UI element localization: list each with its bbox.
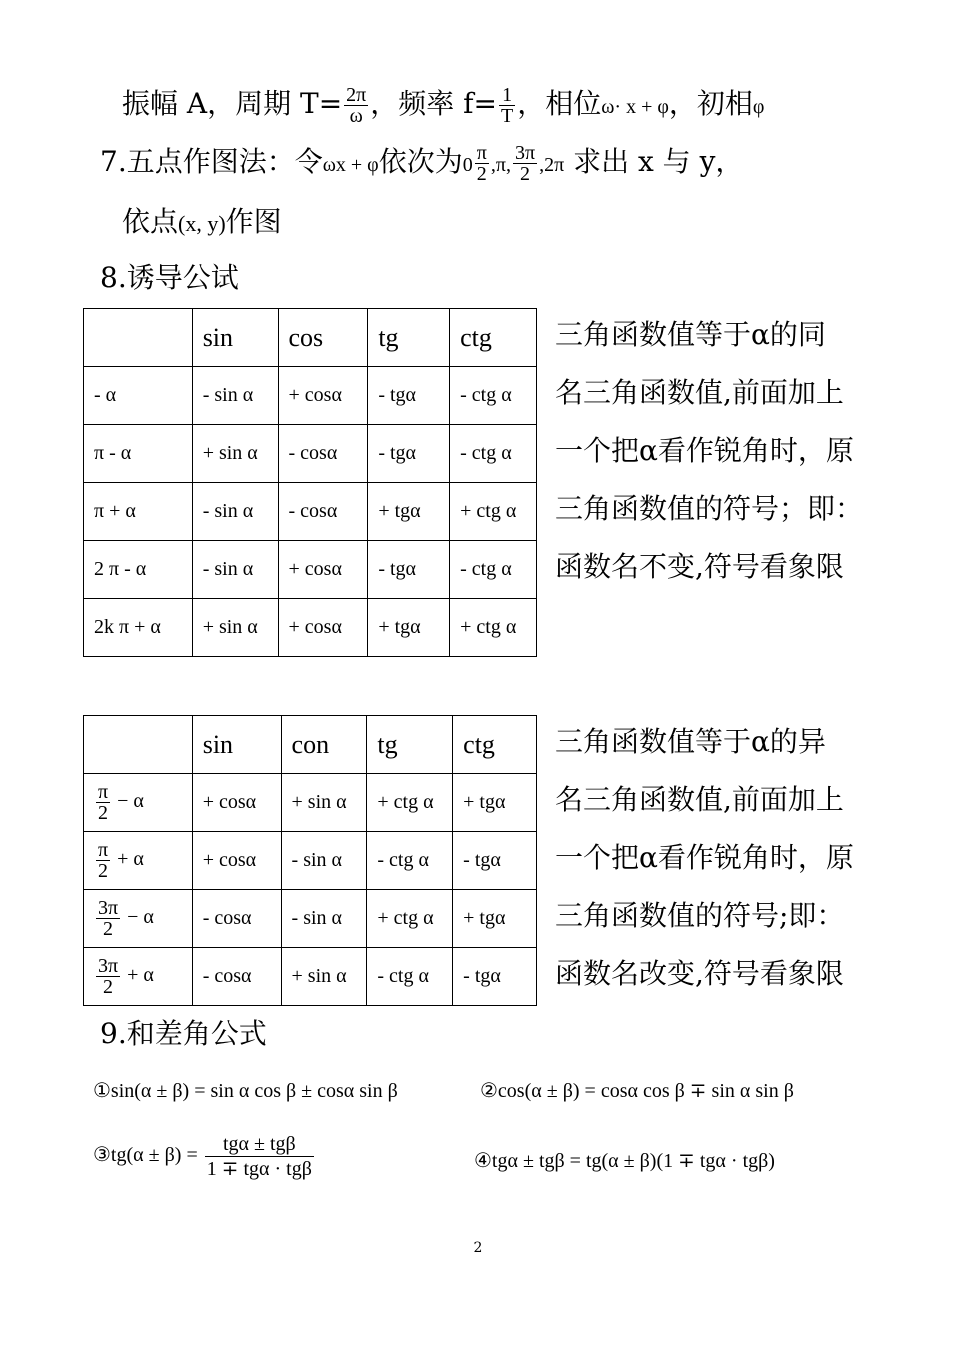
five-text-a: 7.五点作图法：令 bbox=[100, 145, 323, 178]
period-fraction: $\frac{2\pi}{\omega}$ bbox=[346, 84, 367, 127]
phase-expr: ω· x + φ bbox=[601, 96, 669, 118]
frequency-fraction: $\frac{1}{T}$ bbox=[501, 84, 514, 127]
table-cell: - ctg α bbox=[367, 948, 453, 1006]
five-end: ,2π bbox=[539, 154, 565, 176]
header-cell: con bbox=[281, 716, 367, 774]
note-line: 名三角函数值,前面加上 bbox=[555, 376, 844, 409]
table-cell: + ctg α bbox=[367, 890, 453, 948]
header-cell bbox=[84, 716, 193, 774]
amp-text-b: ，频率 f= bbox=[370, 87, 498, 120]
table-cell: - cosα bbox=[278, 483, 368, 541]
section-8-heading: 8.诱导公试 bbox=[100, 261, 239, 294]
header-cell: ctg bbox=[453, 716, 537, 774]
table-row bbox=[84, 483, 537, 541]
table-row bbox=[84, 367, 537, 425]
five-text-b: 依次为 bbox=[378, 145, 463, 178]
table-2-note bbox=[555, 713, 854, 1003]
table-cell: + ctg α bbox=[450, 483, 537, 541]
formula-tg-product: ④tgα ± tgβ = tg(α ± β)(1 ∓ tgα · tgβ) bbox=[474, 1150, 775, 1172]
table-cell: + tgα bbox=[453, 774, 537, 832]
header-cell: sin bbox=[192, 716, 281, 774]
five-point-line bbox=[100, 142, 743, 185]
table-cell: + ctg α bbox=[450, 599, 537, 657]
note-line: 函数名不变,符号看象限 bbox=[555, 550, 844, 583]
plot-text-b: 作图 bbox=[225, 205, 282, 238]
note-line: 名三角函数值,前面加上 bbox=[555, 783, 844, 816]
table-cell: - cosα bbox=[192, 890, 281, 948]
table-cell: - sin α bbox=[281, 832, 367, 890]
table-cell: - tgα bbox=[368, 541, 450, 599]
note-line: 三角函数值的符号;即： bbox=[555, 899, 845, 932]
header-cell: ctg bbox=[450, 309, 537, 367]
header-cell bbox=[84, 309, 193, 367]
plot-line bbox=[122, 202, 282, 244]
table-row bbox=[84, 832, 537, 890]
note-line: 函数名改变,符号看象限 bbox=[555, 957, 844, 990]
pi-half-fraction: $\frac{\pi}{2}$ bbox=[476, 142, 487, 185]
row-label: $\frac{3\pi}{2}$ − α bbox=[84, 890, 193, 948]
note-line: 三角函数值的符号；即： bbox=[555, 492, 864, 525]
note-line: 三角函数值等于α的异 bbox=[555, 725, 826, 758]
note-line: 一个把α看作锐角时，原 bbox=[555, 841, 854, 874]
plot-point: (x, y) bbox=[178, 211, 226, 236]
table-cell: - cosα bbox=[192, 948, 281, 1006]
table-cell: + cosα bbox=[192, 832, 281, 890]
table-row bbox=[84, 599, 537, 657]
note-line: 三角函数值等于α的同 bbox=[555, 318, 826, 351]
section-9-heading: 9.和差角公式 bbox=[100, 1017, 267, 1050]
formula-tg-lhs: ③tg(α ± β) = bbox=[93, 1144, 203, 1167]
table-cell: + sin α bbox=[192, 425, 278, 483]
table-row bbox=[84, 774, 537, 832]
table-cell: - tgα bbox=[453, 832, 537, 890]
row-label: $\frac{\pi}{2}$ − α bbox=[84, 774, 193, 832]
induction-table-1 bbox=[83, 308, 537, 657]
five-mid: ,π, bbox=[490, 154, 511, 176]
five-text-c: 求出 x 与 y， bbox=[564, 145, 744, 178]
row-label: π - α bbox=[84, 425, 193, 483]
label-fraction: $\frac{3\pi}{2}$ bbox=[98, 897, 119, 940]
header-cell: tg bbox=[367, 716, 453, 774]
table-cell: + cosα bbox=[278, 541, 368, 599]
table-cell: + sin α bbox=[281, 948, 367, 1006]
table-row bbox=[84, 890, 537, 948]
init-phase: φ bbox=[752, 96, 765, 118]
three-pi-half-fraction: $\frac{3\pi}{2}$ bbox=[514, 142, 536, 185]
row-label: 2k π + α bbox=[84, 599, 193, 657]
table-header-row bbox=[84, 309, 537, 367]
label-fraction: $\frac{\pi}{2}$ bbox=[98, 839, 109, 882]
table-cell: + sin α bbox=[192, 599, 278, 657]
formula-sin-sum: ①sin(α ± β) = sin α cos β ± cosα sin β bbox=[93, 1080, 398, 1102]
table-cell: + tgα bbox=[368, 483, 450, 541]
plot-text-a: 依点 bbox=[122, 205, 179, 238]
table-header-row bbox=[84, 716, 537, 774]
table-row bbox=[84, 425, 537, 483]
table-row bbox=[84, 948, 537, 1006]
row-label: π + α bbox=[84, 483, 193, 541]
table-cell: - ctg α bbox=[450, 541, 537, 599]
table-cell: + cosα bbox=[278, 367, 368, 425]
table-cell: - sin α bbox=[192, 367, 278, 425]
row-label: 2 π - α bbox=[84, 541, 193, 599]
note-line: 一个把α看作锐角时，原 bbox=[555, 434, 854, 467]
amplitude-line bbox=[122, 84, 764, 127]
table-cell: + ctg α bbox=[367, 774, 453, 832]
table-cell: - tgα bbox=[368, 367, 450, 425]
amp-text-a: 振幅 A，周期 T= bbox=[122, 87, 343, 120]
header-cell: sin bbox=[192, 309, 278, 367]
row-label: - α bbox=[84, 367, 193, 425]
table-cell: - tgα bbox=[368, 425, 450, 483]
header-cell: tg bbox=[368, 309, 450, 367]
table-cell: - sin α bbox=[192, 483, 278, 541]
row-label: $\frac{\pi}{2}$ + α bbox=[84, 832, 193, 890]
table-cell: - sin α bbox=[281, 890, 367, 948]
table-cell: + tgα bbox=[453, 890, 537, 948]
five-expr: ωx + φ bbox=[322, 154, 379, 176]
table-cell: + sin α bbox=[281, 774, 367, 832]
formula-tg-sum bbox=[93, 1132, 316, 1181]
table-row bbox=[84, 541, 537, 599]
table-cell: - tgα bbox=[453, 948, 537, 1006]
page-number: 2 bbox=[473, 1240, 483, 1256]
row-label: $\frac{3\pi}{2}$ + α bbox=[84, 948, 193, 1006]
table-cell: - cosα bbox=[278, 425, 368, 483]
table-cell: - ctg α bbox=[367, 832, 453, 890]
header-cell: cos bbox=[278, 309, 368, 367]
formula-tg-fraction: $\frac{\text{tgα ± tgβ}}{\text{1 ∓ tgα · tgβ}}$ bbox=[206, 1133, 312, 1180]
five-zero: 0 bbox=[462, 154, 473, 176]
table-cell: - ctg α bbox=[450, 425, 537, 483]
induction-table-2 bbox=[83, 715, 537, 1006]
table-1-note bbox=[555, 306, 863, 596]
amp-text-d: ，初相 bbox=[668, 87, 753, 120]
label-fraction: $\frac{3\pi}{2}$ bbox=[98, 955, 119, 998]
table-cell: + cosα bbox=[278, 599, 368, 657]
table-cell: + cosα bbox=[192, 774, 281, 832]
table-cell: - ctg α bbox=[450, 367, 537, 425]
amp-text-c: ，相位 bbox=[517, 87, 602, 120]
table-cell: - sin α bbox=[192, 541, 278, 599]
formula-cos-sum: ②cos(α ± β) = cosα cos β ∓ sin α sin β bbox=[480, 1080, 794, 1102]
table-cell: + tgα bbox=[368, 599, 450, 657]
label-fraction: $\frac{\pi}{2}$ bbox=[98, 781, 109, 824]
